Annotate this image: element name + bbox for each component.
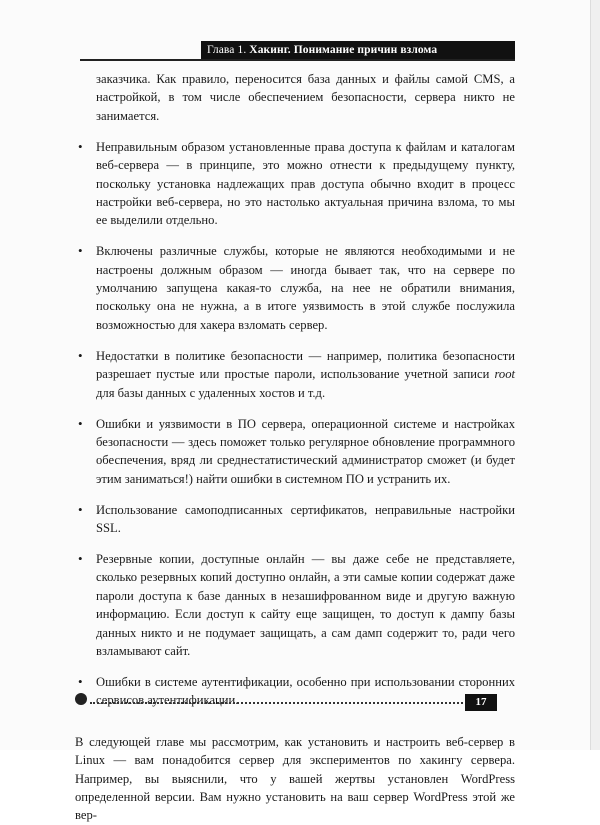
- page-body: [75, 70, 515, 825]
- chapter-label: Глава 1.: [207, 44, 250, 56]
- list-item: [75, 673, 515, 710]
- bullet-icon: •: [78, 673, 83, 689]
- bullet-list: [75, 138, 515, 710]
- bullet-icon: •: [78, 347, 83, 363]
- footer-circle-icon: [75, 693, 87, 705]
- list-item: [75, 501, 515, 538]
- chapter-title: Хакинг. Понимание причин взлома: [249, 44, 438, 56]
- list-item-text: Резервные копии, доступные онлайн — вы даже себе не представляете, сколько резервных копий доступно онлайн, а эти самые копии содержат даже пароли доступа к базе данных в незашифрованном виде и другую важную информацию. Если доступ к сайту еще защищен, то доступ к дампу базы данных никто и не подумает защищать, а сам дамп содержит то, ради чего взламывают сайт.: [96, 551, 515, 658]
- list-item-text: Ошибки и уязвимости в ПО сервера, операционной системе и настройках безопасности — здесь поможет только регулярное обновление программного обеспечения, вряд ли среднестатистический администратор сможет (и будет этим заниматься!) найти ошибки в системном ПО и устранить их.: [96, 416, 515, 486]
- list-item: [75, 415, 515, 489]
- running-header: [207, 42, 437, 59]
- intro-continuation: заказчика. Как правило, переносится база данных и файлы самой CMS, а настройкой, в том числе обеспечением безопасности, сервера никто не занимается.: [96, 72, 515, 123]
- list-item-text: Ошибки в системе аутентификации, особенно при использовании сторонних сервисов аутентификации.: [96, 674, 515, 708]
- bullet-icon: •: [78, 550, 83, 566]
- closing-paragraph: В следующей главе мы рассмотрим, как установить и настроить веб-сервер в Linux — вам понадобится сервер для экспериментов по хакингу сервера. Например, вы выяснили, что у вашей жертвы установлен WordPress определенной версии. Вам нужно установить на ваш сервер WordPress этой же вер-: [75, 734, 515, 823]
- list-item: [75, 138, 515, 230]
- footer-dotted-rule: [90, 702, 463, 704]
- list-item-text-before: Недостатки в политике безопасности — например, политика безопасности разрешает пустые или простые пароли, использование учетной записи: [96, 348, 515, 382]
- page-number: 17: [475, 696, 487, 708]
- list-item-text: Использование самоподписанных сертификатов, неправильные настройки SSL.: [96, 502, 515, 536]
- bullet-icon: •: [78, 415, 83, 431]
- list-item-text: Неправильным образом установленные права доступа к файлам и каталогам веб-сервера — в принципе, это можно отнести к предыдущему пункту, поскольку установка надлежащих прав доступа обычно входит в процесс настройки веб-сервера, но это настолько актуальная причина взлома, то мы ее выделили отдельно.: [96, 139, 515, 228]
- list-item: [75, 242, 515, 334]
- list-item: [75, 550, 515, 660]
- page-edge: [590, 0, 600, 750]
- list-item-text-after: для базы данных с удаленных хостов и т.д.: [96, 385, 326, 400]
- bullet-icon: •: [78, 243, 83, 259]
- root-term: root: [494, 367, 515, 382]
- bullet-icon: •: [78, 501, 83, 517]
- header-rule: [80, 59, 515, 61]
- bullet-icon: •: [78, 138, 83, 154]
- list-item: [75, 347, 515, 402]
- list-item-text: [96, 349, 515, 400]
- list-item-text: Включены различные службы, которые не являются необходимыми и не настроены должным образом — иногда бывает так, что на сервере по умолчанию запущена какая-то служба, на нее не обратили внимания, поскольку она не нужна, а в итоге уязвимость в этой службе послужила возможностью для хакера взломать сервер.: [96, 244, 515, 332]
